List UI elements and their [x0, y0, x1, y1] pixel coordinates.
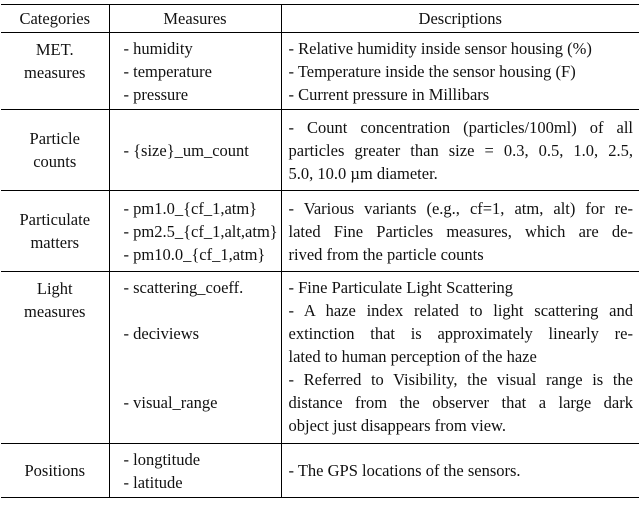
description-line: - The GPS locations of the sensors. [288, 461, 521, 480]
category-cell [1, 33, 109, 110]
category-line: measures [24, 63, 86, 82]
description-line: rived from the particle counts [288, 244, 484, 264]
descriptions-cell [281, 191, 639, 272]
measures-cell [109, 33, 281, 110]
header-descriptions: Descriptions [281, 5, 639, 33]
category-line: Particle [29, 129, 80, 148]
category-line: Particulate [19, 210, 91, 229]
category-line: Positions [24, 461, 86, 480]
measures-cell [109, 272, 281, 444]
category-line: counts [33, 152, 77, 171]
description-line: particles greater than size = 0.3, 0.5, 1.0, 2.5, [288, 140, 633, 160]
table-row [1, 272, 639, 444]
category-cell [1, 444, 109, 498]
descriptions-cell [281, 33, 639, 110]
header-categories: Categories [1, 5, 109, 33]
description-line: 5.0, 10.0 µm diameter. [288, 163, 438, 183]
descriptions-cell [281, 272, 639, 444]
description-line: extinction that is approximately linearly re- [288, 324, 633, 343]
category-line: measures [24, 302, 86, 321]
description-line: - Relative humidity inside sensor housing (%) [288, 38, 592, 58]
measure-item: - temperature [123, 61, 212, 81]
table-row [1, 33, 639, 110]
measure-item: - humidity [123, 38, 193, 58]
description-line: lated Fine Particles measures, which are de- [288, 221, 633, 241]
category-cell [1, 272, 109, 444]
measures-table [1, 4, 639, 498]
measure-item: - latitude [123, 472, 183, 492]
measure-item: - pm1.0_{cf_1,atm} [123, 198, 258, 218]
description-line: - Referred to Visibility, the visual range is the [288, 370, 633, 389]
description-line: - Fine Particulate Light Scattering [288, 278, 514, 297]
description-line: distance from the observer that a large dark [288, 393, 633, 412]
category-line: matters [30, 233, 80, 252]
category-cell [1, 191, 109, 272]
measure-item: - pm2.5_{cf_1,alt,atm} [123, 221, 278, 241]
description-line: - Various variants (e.g., cf=1, atm, alt) for re- [288, 198, 633, 218]
measures-cell [109, 191, 281, 272]
measures-cell [109, 444, 281, 498]
description-line: - A haze index related to light scattering and [288, 301, 633, 320]
measure-item: - pm10.0_{cf_1,atm} [123, 244, 266, 264]
measures-cell [109, 110, 281, 191]
measure-item: - deciviews [123, 324, 200, 343]
measure-item: - longtitude [123, 449, 201, 469]
description-line: lated to human perception of the haze [288, 347, 537, 366]
category-line: Light [36, 279, 73, 298]
description-line: - Temperature inside the sensor housing (F) [288, 61, 576, 81]
table-row [1, 110, 639, 191]
description-line: - Current pressure in Millibars [288, 84, 490, 104]
category-cell [1, 110, 109, 191]
description-line: - Count concentration (particles/100ml) of all [288, 117, 633, 137]
measure-item: - visual_range [123, 393, 218, 412]
description-line: object just disappears from view. [288, 416, 506, 435]
header-row [1, 5, 639, 33]
measure-item: - {size}_um_count [123, 140, 249, 160]
category-line: MET. [35, 40, 74, 59]
descriptions-cell [281, 110, 639, 191]
measure-item: - scattering_coeff. [123, 278, 244, 297]
measure-item: - pressure [123, 84, 189, 104]
table-row [1, 191, 639, 272]
header-measures: Measures [109, 5, 281, 33]
descriptions-cell [281, 444, 639, 498]
table-row [1, 444, 639, 498]
